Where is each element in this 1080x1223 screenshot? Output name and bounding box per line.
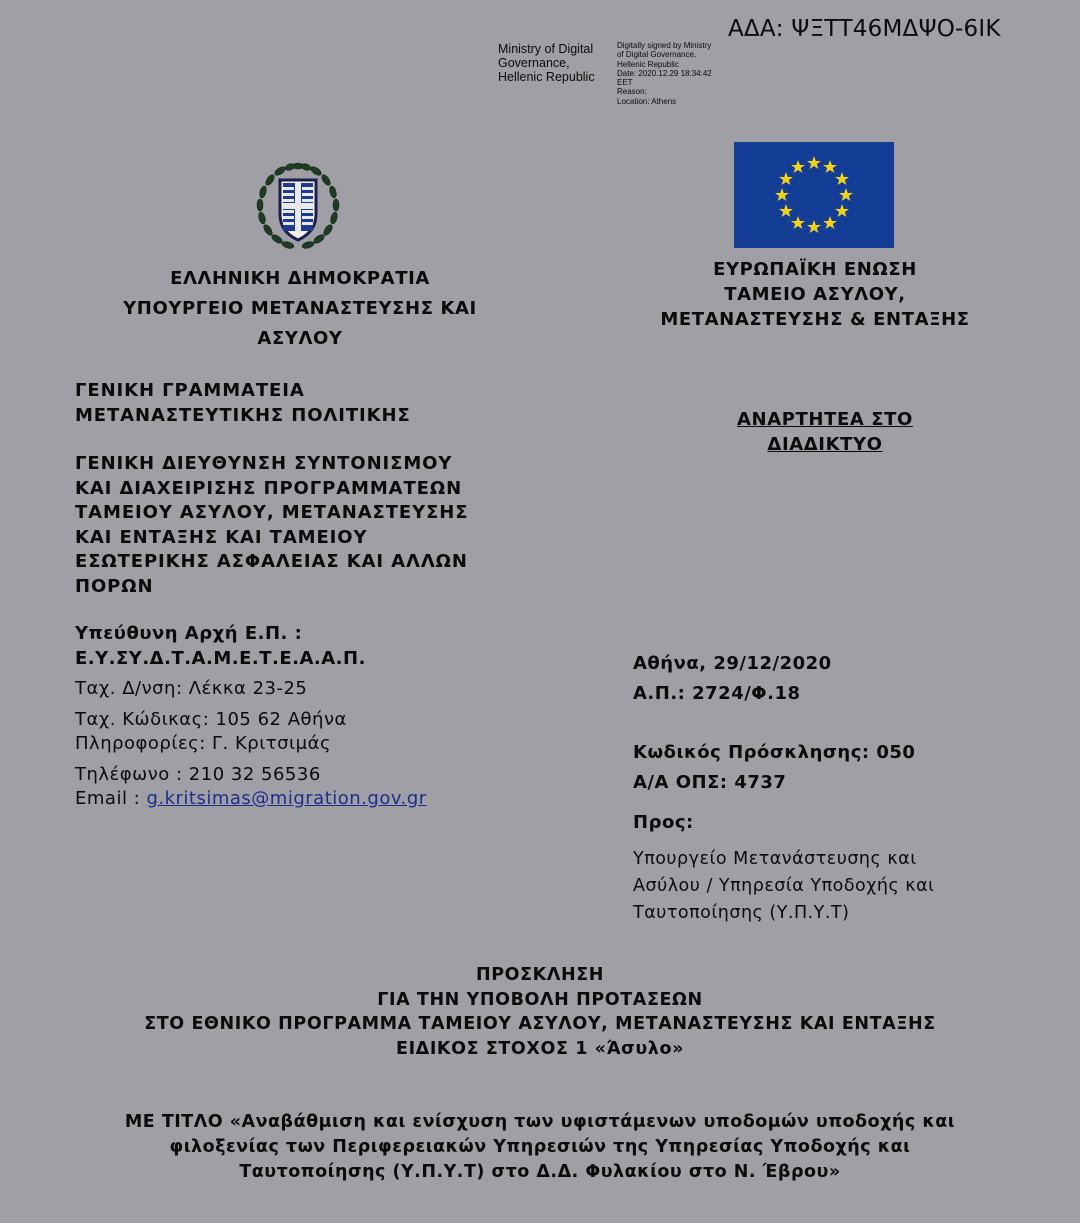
authority-code: Ε.Υ.ΣΥ.Δ.Τ.Α.Μ.Ε.Τ.Ε.Α.Α.Π. (75, 647, 366, 669)
general-secretariat-line: ΜΕΤΑΝΑΣΤΕΥΤΙΚΗΣ ΠΟΛΙΤΙΚΗΣ (75, 404, 411, 426)
signer-line: Ministry of Digital (498, 42, 594, 56)
general-secretariat-line: ΓΕΝΙΚΗ ΓΡΑΜΜΑΤΕΙΑ (75, 380, 305, 401)
call-codes (633, 738, 915, 798)
signature-detail-line: Hellenic Republic (617, 59, 679, 69)
protocol-number: Α.Π.: 2724/Φ.18 (633, 683, 801, 704)
header-greece-line: ΕΛΛΗΝΙΚΗ ΔΗΜΟΚΡΑΤΙΑ (170, 268, 430, 289)
info-contact: Πληροφορίες: Γ. Κριτσιμάς (75, 733, 332, 754)
ops-number: Α/Α ΟΠΣ: 4737 (633, 772, 787, 793)
digital-signature-signer (498, 42, 595, 84)
invitation-heading (40, 963, 1040, 1061)
postcode: Ταχ. Κώδικας: 105 62 Αθήνα (75, 708, 347, 730)
recipient-line: Ταυτοποίησης (Υ.Π.Υ.Τ) (633, 903, 850, 923)
eu-flag-icon (734, 142, 894, 248)
general-directorate-line: ΚΑΙ ΔΙΑΧΕΙΡΙΣΗΣ ΠΡΟΓΡΑΜΜΑΤΕΩΝ (75, 477, 463, 499)
authority-label: Υπεύθυνη Αρχή Ε.Π. : (75, 623, 303, 644)
header-greece (88, 264, 512, 354)
posting-line: ΔΙΑΔΙΚΤΥΟ (767, 434, 883, 455)
phone: Τηλέφωνο : 210 32 56536 (75, 763, 321, 785)
signature-detail-line: Reason: (617, 87, 647, 97)
recipient-line: Ασύλου / Υπηρεσία Υποδοχής και (633, 876, 935, 896)
call-code: Κωδικός Πρόσκλησης: 050 (633, 742, 916, 763)
email-row (75, 787, 427, 812)
signature-detail-line: Digitally signed by Ministry (617, 41, 712, 50)
general-secretariat (75, 379, 411, 428)
invitation-line: ΕΙΔΙΚΟΣ ΣΤΟΧΟΣ 1 «Άσυλο» (396, 1038, 684, 1059)
general-directorate (75, 452, 468, 599)
invitation-line: ΣΤΟ ΕΘΝΙΚΟ ΠΡΟΓΡΑΜΜΑ ΤΑΜΕΙΟΥ ΑΣΥΛΟΥ, ΜΕΤΑΝΑΣΤΕΥΣΗΣ ΚΑΙ ΕΝΤΑΞΗΣ (144, 1014, 936, 1034)
digital-signature-details (617, 41, 712, 106)
title-line: φιλοξενίας των Περιφερειακών Υπηρεσιών της Υπηρεσίας Υποδοχής και (169, 1137, 911, 1157)
header-eu-line: ΜΕΤΑΝΑΣΤΕΥΣΗΣ & ΕΝΤΑΞΗΣ (660, 309, 970, 330)
general-directorate-line: ΚΑΙ ΕΝΤΑΞΗΣ ΚΑΙ ΤΑΜΕΙΟΥ (75, 526, 368, 548)
greek-coat-of-arms-icon (250, 158, 346, 254)
signature-detail-line: EET (617, 78, 633, 88)
header-greece-line: ΥΠΟΥΡΓΕΙΟ ΜΕΤΑΝΑΣΤΕΥΣΗΣ ΚΑΙ (123, 298, 477, 319)
general-directorate-line: ΤΑΜΕΙΟΥ ΑΣΥΛΟΥ, ΜΕΤΑΝΑΣΤΕΥΣΗΣ (75, 502, 469, 523)
date: Αθήνα, 29/12/2020 (633, 653, 832, 674)
document-title (40, 1110, 1040, 1185)
general-directorate-line: ΓΕΝΙΚΗ ΔΙΕΥΘΥΝΣΗ ΣΥΝΤΟΝΙΣΜΟΥ (75, 453, 453, 474)
general-directorate-line: ΠΟΡΩΝ (75, 575, 154, 597)
email-label: Email : (75, 788, 147, 809)
header-eu (620, 257, 1010, 332)
posting-line: ΑΝΑΡΤΗΤΕΑ ΣΤΟ (737, 409, 913, 430)
ada-code: ΑΔΑ: ΨΞΤΤ46ΜΔΨΟ-6ΙΚ (728, 16, 1001, 42)
recipient (633, 846, 935, 927)
header-eu-line: ΤΑΜΕΙΟ ΑΣΥΛΟΥ, (724, 284, 906, 305)
recipient-line: Υπουργείο Μετανάστευσης και (633, 849, 917, 869)
signature-detail-line: of Digital Governance, (617, 50, 697, 60)
date-protocol (633, 649, 832, 709)
to-label: Προς: (633, 812, 694, 833)
contact-block (75, 622, 427, 812)
title-line: Ταυτοποίησης (Υ.Π.Υ.Τ) στο Δ.Δ. Φυλακίου στο Ν. Έβρου» (239, 1162, 841, 1182)
signature-detail-line: Location: Athens (617, 96, 677, 106)
invitation-line: ΓΙΑ ΤΗΝ ΥΠΟΒΟΛΗ ΠΡΟΤΑΣΕΩΝ (377, 989, 703, 1010)
header-eu-line: ΕΥΡΩΠΑΪΚΗ ΕΝΩΣΗ (713, 259, 917, 280)
header-greece-line: ΑΣΥΛΟΥ (257, 328, 343, 349)
title-line: ΜΕ ΤΙΤΛΟ «Αναβάθμιση και ενίσχυση των υφιστάμενων υποδομών υποδοχής και (124, 1112, 956, 1132)
signature-detail-line: Date: 2020.12.29 18:34:42 (617, 68, 712, 78)
email-link[interactable]: g.kritsimas@migration.gov.gr (146, 788, 427, 809)
general-directorate-line: ΕΣΩΤΕΡΙΚΗΣ ΑΣΦΑΛΕΙΑΣ ΚΑΙ ΑΛΛΩΝ (75, 551, 468, 572)
signer-line: Governance, (498, 56, 570, 70)
invitation-line: ΠΡΟΣΚΛΗΣΗ (475, 965, 605, 985)
posting-notice (700, 407, 950, 457)
address: Ταχ. Δ/νση: Λέκκα 23-25 (75, 678, 308, 699)
signer-line: Hellenic Republic (498, 70, 595, 84)
